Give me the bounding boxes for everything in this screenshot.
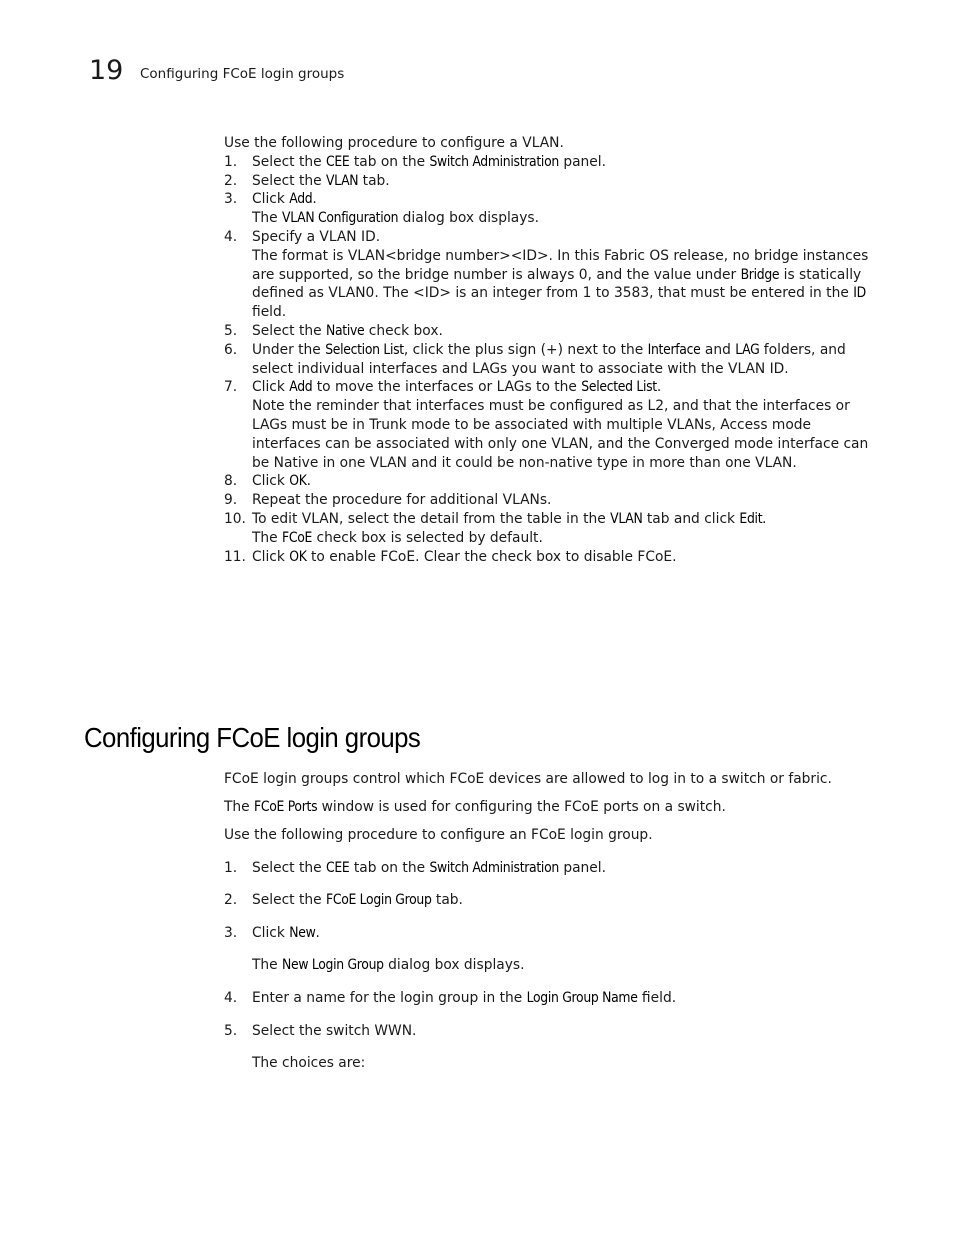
body-text: window is used for configuring the FCoE ports on a switch. <box>317 798 726 815</box>
ui-term: Add <box>289 191 313 208</box>
step-number: 11. <box>224 548 246 565</box>
body-text: check box. <box>364 322 443 339</box>
step-note <box>224 247 874 322</box>
ui-term: Interface <box>647 341 701 358</box>
ui-term: LAG <box>735 341 760 358</box>
procedure-step <box>224 891 874 910</box>
body-text: Click <box>252 191 290 208</box>
body-text: Select the <box>252 322 326 339</box>
body-text: to enable FCoE. Clear the check box to disable FCoE. <box>306 548 677 565</box>
body-text: Click <box>252 379 290 396</box>
body-text: tab. <box>358 172 390 189</box>
body-text: Select the <box>252 153 326 170</box>
ui-term: FCoE Ports <box>254 798 318 815</box>
ui-term: ID <box>853 285 866 302</box>
body-text: field. <box>637 989 677 1006</box>
step-number: 10. <box>224 510 246 527</box>
ui-term: Bridge <box>740 266 780 283</box>
body-text: tab. <box>431 892 463 909</box>
procedure-step <box>224 172 874 191</box>
step-note <box>224 529 874 548</box>
ui-term: VLAN <box>610 510 643 527</box>
body-text: Specify a VLAN ID. <box>252 228 381 245</box>
body-text: Select the <box>252 892 326 909</box>
step-number: 6. <box>224 341 238 358</box>
body-text: Select the <box>252 859 326 876</box>
body-text: and <box>700 341 736 358</box>
step-number: 5. <box>224 1022 238 1039</box>
step-number: 8. <box>224 473 238 490</box>
step-note <box>224 209 874 228</box>
procedure-step <box>224 472 874 491</box>
body-text: tab on the <box>349 859 430 876</box>
body-text: Select the switch WWN. <box>252 1022 417 1039</box>
body-text: The <box>252 957 283 974</box>
section-paragraph <box>224 798 874 817</box>
ui-term: OK <box>289 548 307 565</box>
procedure-step <box>224 924 874 943</box>
procedure-step <box>224 341 874 379</box>
body-text: Use the following procedure to configure an FCoE login group. <box>224 826 653 843</box>
step-note <box>224 956 874 975</box>
body-text: . <box>315 924 320 941</box>
body-text: FCoE login groups control which FCoE devices are allowed to log in to a switch or fabric. <box>224 771 832 787</box>
body-text: panel. <box>558 859 606 876</box>
body-text: To edit VLAN, select the detail from the table in the <box>252 510 611 527</box>
step-note <box>224 397 874 472</box>
body-text: Click <box>252 548 290 565</box>
body-text: The <box>252 529 283 546</box>
step-number: 5. <box>224 322 238 339</box>
step-number: 2. <box>224 172 238 189</box>
chapter-number: 19 <box>89 55 124 86</box>
step-number: 4. <box>224 989 238 1006</box>
body-text: dialog box displays. <box>383 957 525 974</box>
login-group-section <box>224 770 874 1082</box>
body-text: is statically defined as VLAN0. The <ID> is an integer from 1 to 3583, that must be entered in the <box>252 266 862 302</box>
ui-term: CEE <box>325 153 350 170</box>
body-text: The <box>224 798 255 815</box>
ui-term: Selected List <box>581 379 657 396</box>
step-number: 9. <box>224 492 238 509</box>
procedure-step <box>224 989 874 1008</box>
step-number: 2. <box>224 892 238 909</box>
ui-term: Selection List <box>325 341 404 358</box>
ui-term: VLAN Configuration <box>282 210 399 227</box>
step-number: 3. <box>224 191 238 208</box>
procedure-step <box>224 190 874 209</box>
ui-term: FCoE Login Group <box>325 892 432 909</box>
procedure-step <box>224 228 874 247</box>
step-number: 7. <box>224 379 238 396</box>
body-text: Select the <box>252 172 326 189</box>
procedure-step <box>224 510 874 529</box>
procedure-step <box>224 491 874 510</box>
ui-term: VLAN <box>325 172 359 189</box>
body-text: Click <box>252 473 290 490</box>
ui-term: Switch Administration <box>429 153 559 170</box>
body-text: Note the reminder that interfaces must be configured as L2, and that the interfaces or LAGs must be in Trunk mode to be associated with multiple VLANs, Access mode interfaces can be associated with only one VLAN, and the Converged mode interface can be Native in one VLAN and it could be non-native type in more than one VLAN. <box>252 398 869 471</box>
step-number: 1. <box>224 153 238 170</box>
body-text: The <box>252 210 283 227</box>
body-text: tab and click <box>642 510 740 527</box>
running-title: Configuring FCoE login groups <box>140 66 345 82</box>
ui-term: New Login Group <box>282 957 384 974</box>
ui-term: Native <box>325 322 365 339</box>
body-text: Click <box>252 924 290 941</box>
step-number: 4. <box>224 228 238 245</box>
body-text: The format is VLAN<bridge number><ID>. In this Fabric OS release, no bridge instances are supported, so the bridge number is always 0, and the value under <box>252 247 869 283</box>
ui-term: FCoE <box>282 529 313 546</box>
body-text: panel. <box>558 153 606 170</box>
procedure-intro: Use the following procedure to configure a VLAN. <box>224 135 564 151</box>
procedure-step <box>224 378 874 397</box>
body-text: Enter a name for the login group in the <box>252 989 527 1006</box>
body-text: . <box>306 473 311 490</box>
ui-term: OK <box>289 473 307 490</box>
ui-term: Switch Administration <box>429 859 559 876</box>
procedure-step <box>224 322 874 341</box>
body-text: . <box>656 379 662 396</box>
body-text: , click the plus sign (+) next to the <box>403 341 648 358</box>
section-paragraph <box>224 826 874 845</box>
ui-term: Edit. <box>739 510 766 527</box>
ui-term: Add <box>289 379 313 396</box>
step-number: 3. <box>224 924 238 941</box>
body-text: folders, and select individual interfaces and LAGs you want to associate with the VLAN ID. <box>252 341 846 377</box>
body-text: Repeat the procedure for additional VLANs. <box>252 492 552 509</box>
ui-term: New <box>289 924 316 941</box>
body-text: check box is selected by default. <box>312 529 543 546</box>
body-text: The choices are: <box>252 1055 366 1072</box>
body-text: field. <box>252 304 287 321</box>
ui-term: Login Group Name <box>526 989 638 1006</box>
section-heading: Configuring FCoE login groups <box>84 722 421 753</box>
body-text: tab on the <box>349 153 430 170</box>
procedure-step <box>224 859 874 878</box>
ui-term: CEE <box>325 859 350 876</box>
body-text: Under the <box>252 341 326 358</box>
procedure-step <box>224 153 874 172</box>
body-text: . <box>312 191 317 208</box>
procedure-step <box>224 1022 874 1041</box>
section-paragraph <box>224 770 874 789</box>
step-number: 1. <box>224 859 238 876</box>
body-text: dialog box displays. <box>398 210 540 227</box>
body-text: to move the interfaces or LAGs to the <box>312 379 582 396</box>
procedure-step <box>224 548 874 567</box>
step-note <box>224 1054 874 1073</box>
vlan-procedure <box>224 134 874 566</box>
